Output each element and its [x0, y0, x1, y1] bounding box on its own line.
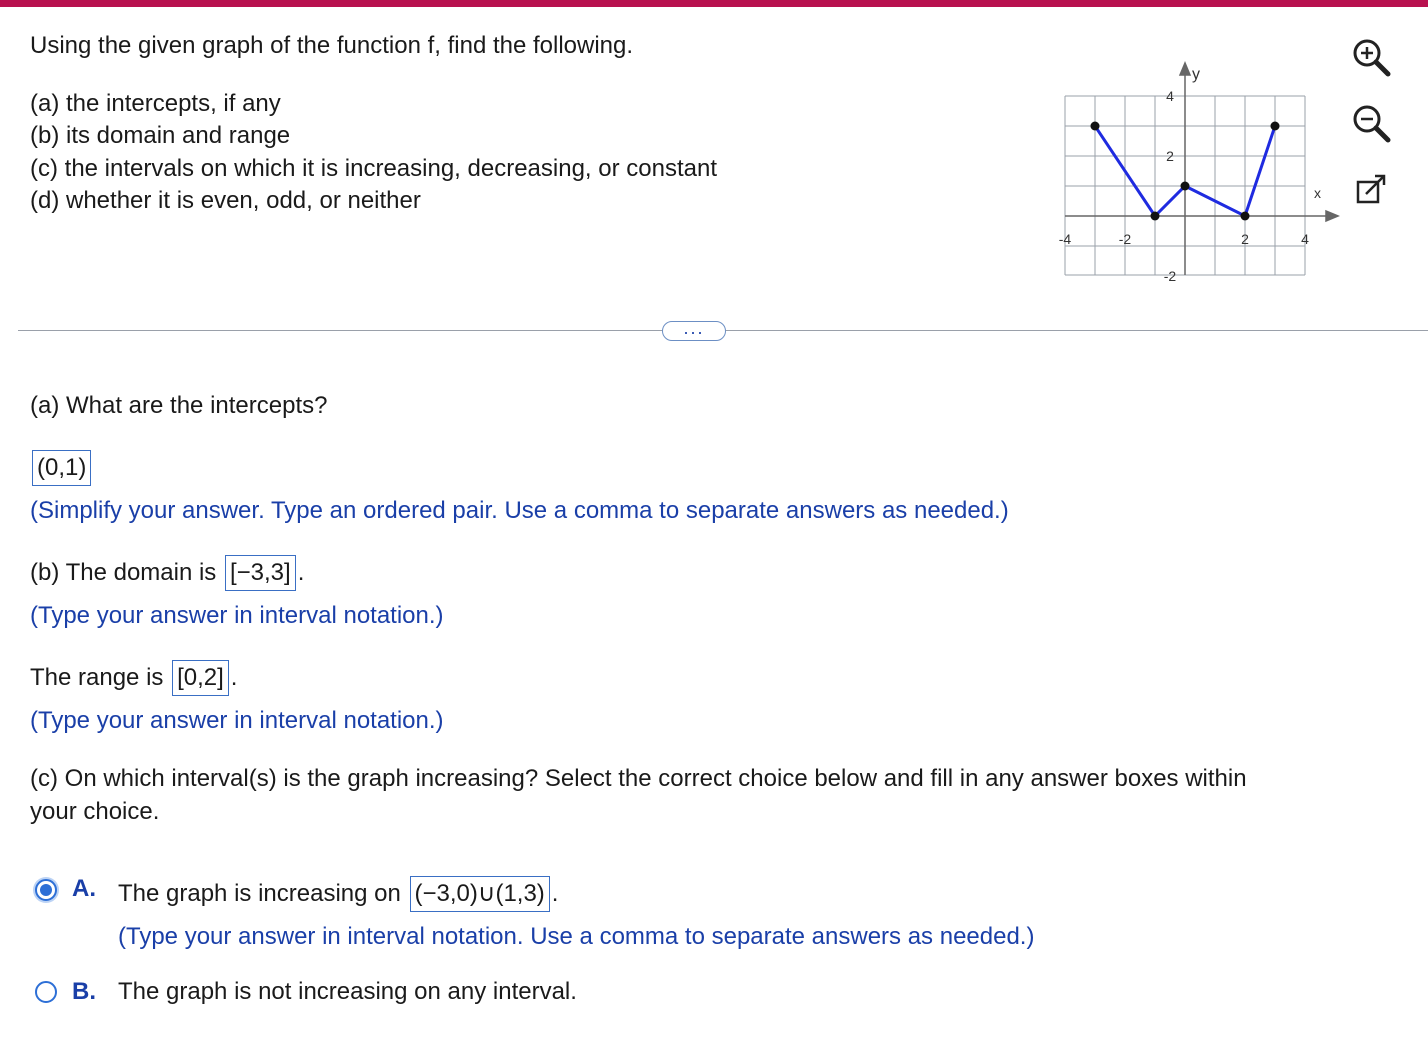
- part-a-answer-row: [30, 450, 93, 486]
- domain-prefix: (b) The domain is: [30, 559, 217, 586]
- x-tick-4: 4: [1301, 231, 1309, 247]
- part-a-hint: (Simplify your answer. Type an ordered pair. Use a comma to separate answers as needed.): [30, 497, 1009, 524]
- x-axis-label: x: [1314, 185, 1321, 201]
- range-row: [30, 660, 237, 696]
- range-hint: (Type your answer in interval notation.): [30, 707, 444, 734]
- domain-hint: (Type your answer in interval notation.): [30, 602, 444, 629]
- choice-b-text: The graph is not increasing on any interval.: [118, 978, 577, 1005]
- range-suffix: .: [230, 664, 238, 691]
- question-part-c: (c) the intervals on which it is increasing, decreasing, or constant: [30, 155, 717, 182]
- question-part-a: (a) the intercepts, if any: [30, 90, 281, 117]
- domain-row: [30, 555, 304, 591]
- choice-a-radio[interactable]: [35, 879, 57, 901]
- choice-a-letter[interactable]: A.: [72, 875, 96, 902]
- x-tick-neg4: -4: [1058, 231, 1072, 247]
- y-tick-2: 2: [1166, 148, 1174, 164]
- choice-a-row: [118, 876, 558, 912]
- function-point-0: [1091, 122, 1100, 131]
- choice-a-text: The graph is increasing on: [118, 880, 401, 907]
- y-tick-4: 4: [1166, 88, 1174, 104]
- range-answer-box[interactable]: [0,2]: [172, 660, 229, 696]
- choice-b-radio[interactable]: [35, 981, 57, 1003]
- question-part-d: (d) whether it is even, odd, or neither: [30, 187, 421, 214]
- open-in-new-window-icon[interactable]: [1348, 168, 1394, 214]
- function-point-2: [1181, 182, 1190, 191]
- choice-a-hint: (Type your answer in interval notation. Use a comma to separate answers as needed.): [118, 923, 1035, 950]
- choice-a-suffix: .: [551, 880, 559, 907]
- part-a-answer-box[interactable]: (0,1): [32, 450, 91, 486]
- domain-answer-box[interactable]: [−3,3]: [225, 555, 296, 591]
- function-graph: [1040, 55, 1340, 295]
- function-point-3: [1241, 212, 1250, 221]
- x-axis-arrow: [1326, 211, 1338, 221]
- function-point-1: [1151, 212, 1160, 221]
- graph-axes: [1065, 63, 1338, 275]
- top-accent-bar: [0, 0, 1428, 7]
- part-c-question-line1: (c) On which interval(s) is the graph increasing? Select the correct choice below and fill in any answer boxes within: [30, 765, 1247, 792]
- choice-a-answer-box[interactable]: (−3,0)∪(1,3): [410, 876, 550, 912]
- y-axis-label: y: [1192, 66, 1200, 83]
- y-axis-arrow: [1180, 63, 1190, 75]
- choice-b-letter[interactable]: B.: [72, 978, 96, 1005]
- part-c-question-line2: your choice.: [30, 798, 160, 825]
- y-tick-neg2: -2: [1163, 268, 1177, 284]
- zoom-in-icon[interactable]: [1348, 34, 1394, 80]
- x-tick-neg2: -2: [1118, 231, 1132, 247]
- question-prompt: Using the given graph of the function f, find the following.: [30, 32, 634, 59]
- part-a-question: (a) What are the intercepts?: [30, 392, 328, 419]
- zoom-out-icon[interactable]: [1348, 100, 1394, 146]
- question-part-b: (b) its domain and range: [30, 122, 291, 149]
- domain-suffix: .: [297, 559, 305, 586]
- more-button[interactable]: ...: [662, 321, 726, 341]
- x-tick-2: 2: [1241, 231, 1249, 247]
- range-prefix: The range is: [30, 664, 164, 691]
- function-point-4: [1271, 122, 1280, 131]
